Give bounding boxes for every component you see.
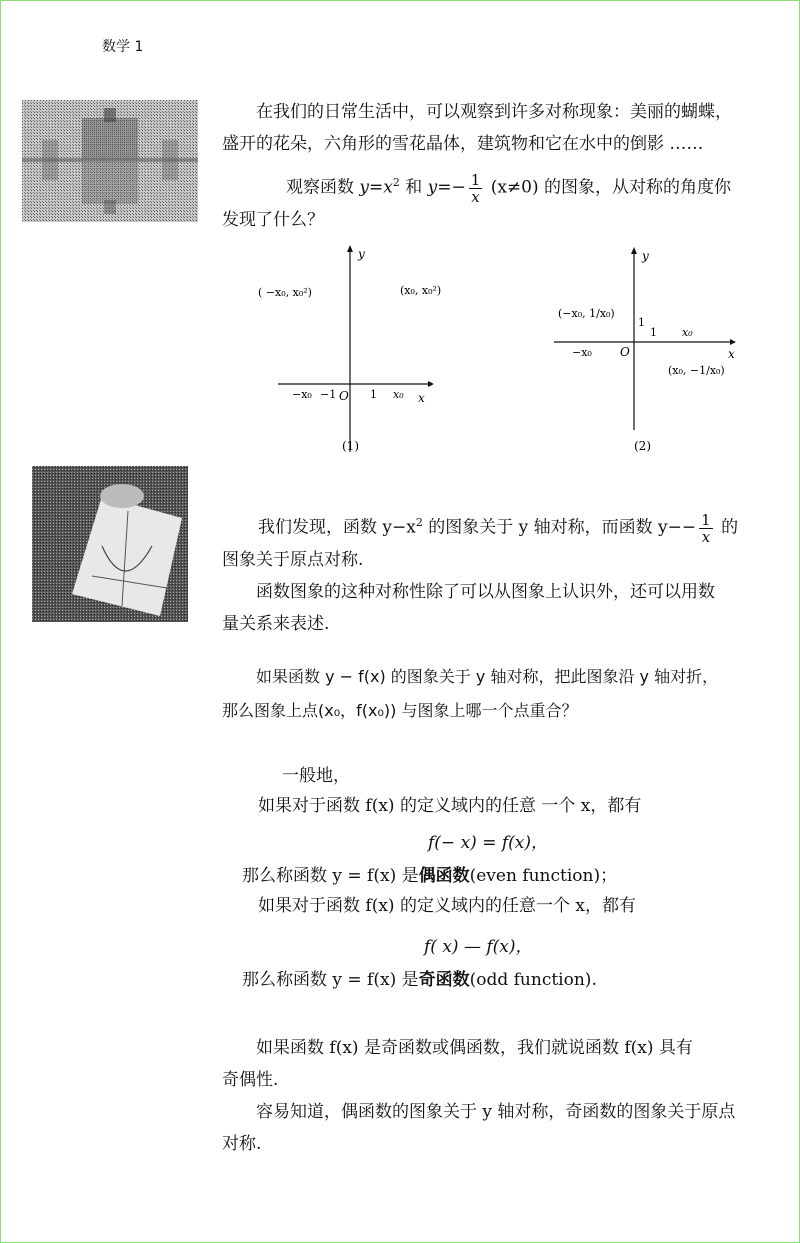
graph2-tick-x0: x₀ xyxy=(682,326,693,339)
graph2-point-upper: (−x₀, 1/x₀) xyxy=(558,307,615,320)
discovery-fraction xyxy=(699,512,713,545)
graph1-caption: (1) xyxy=(342,439,359,453)
even-term: 偶函数 xyxy=(418,866,470,886)
func2-fraction xyxy=(469,172,483,205)
odd-conclusion-b: (odd function). xyxy=(469,970,597,990)
graph2-y-label: y xyxy=(642,249,649,263)
observe-line xyxy=(286,164,786,207)
page-header: 数学 1 xyxy=(102,39,144,55)
discovery-line-2: 图象关于原点对称. xyxy=(222,550,364,570)
definition-odd-conclusion xyxy=(242,964,597,996)
func1-exp: 2 xyxy=(392,176,400,189)
graph1-tick-1: 1 xyxy=(370,388,377,401)
parity-line-2: 奇偶性. xyxy=(222,1070,279,1090)
graph2-tick-neg-x0: −x₀ xyxy=(572,346,592,359)
discovery-exp: 2 xyxy=(415,516,423,529)
func2-den: x xyxy=(471,187,480,206)
parity-paragraph xyxy=(222,1032,782,1160)
func2-num: 1 xyxy=(470,170,481,189)
intro-line-1: 在我们的日常生活中，可以观察到许多对称现象：美丽的蝴蝶， xyxy=(256,102,732,122)
even-conclusion-a: 那么称函数 y = f(x) 是 xyxy=(242,866,419,886)
building-reflection-photo xyxy=(22,100,198,222)
observe-text: 观察函数 xyxy=(286,177,360,198)
graph2-tick-1-x: 1 xyxy=(650,326,657,339)
graph1-point-left: ( −x₀, x₀²) xyxy=(258,286,312,299)
definition-odd-eq: f( x) — f(x)， xyxy=(424,937,533,957)
question-line-2: 那么图象上点(x₀，f(x₀)) 与图象上哪一个点重合？ xyxy=(222,701,578,720)
folded-graph-photo xyxy=(32,466,188,622)
graph2-tick-1-y: 1 xyxy=(638,316,645,329)
graph2-point-lower: (x₀, −1/x₀) xyxy=(668,364,725,377)
definition-general: 一般地， xyxy=(282,766,350,786)
intro-line-4: 发现了什么？ xyxy=(222,210,324,230)
definition-even-cond: 如果对于函数 f(x) 的定义域内的任意 一个 x，都有 xyxy=(258,796,642,816)
discovery-line-1 xyxy=(258,504,788,547)
graph-hyperbola xyxy=(550,240,750,455)
func2-lhs: y=− xyxy=(427,177,466,198)
graph-parabola xyxy=(250,240,450,455)
graph2-x-label: x xyxy=(728,347,735,361)
parity-line-3: 容易知道，偶函数的图象关于 y 轴对称，奇函数的图象关于原点 xyxy=(256,1102,736,1122)
graph1-x-label: x xyxy=(418,391,425,405)
definition-odd-cond: 如果对于函数 f(x) 的定义域内的任意一个 x，都有 xyxy=(258,896,636,916)
func2-cond: (x≠0) 的图象，从对称的角度你 xyxy=(485,177,732,198)
discovery-text-b: 的图象关于 y 轴对称，而函数 y−− xyxy=(422,517,697,538)
question-line-1: 如果函数 y − f(x) 的图象关于 y 轴对称，把此图象沿 y 轴对折， xyxy=(256,667,719,686)
graph1-tick-neg-1: −1 xyxy=(320,388,337,401)
odd-term: 奇函数 xyxy=(418,970,470,990)
even-conclusion-b: (even function)； xyxy=(469,866,618,886)
discovery-paragraph xyxy=(222,544,782,640)
parity-line-4: 对称. xyxy=(222,1134,262,1154)
discovery-line-4: 量关系来表述. xyxy=(222,614,330,634)
definition-even-conclusion xyxy=(242,860,617,892)
graph1-origin: O xyxy=(339,389,349,403)
question-paragraph xyxy=(222,660,782,728)
graph2-origin: O xyxy=(620,345,630,359)
odd-conclusion-a: 那么称函数 y = f(x) 是 xyxy=(242,970,419,990)
observe-and: 和 xyxy=(399,177,428,198)
func1: y=x xyxy=(359,177,393,198)
graph2-caption: (2) xyxy=(634,439,651,453)
definition-even-eq: f(− x) = f(x)， xyxy=(428,833,548,853)
discovery-text-a: 我们发现，函数 y−x xyxy=(258,517,416,538)
graph1-tick-x0: x₀ xyxy=(393,388,404,401)
graph1-tick-neg-x0: −x₀ xyxy=(292,388,312,401)
graph1-y-label: y xyxy=(358,247,365,261)
graph1-point-right: (x₀, x₀²) xyxy=(400,284,442,297)
parity-line-1: 如果函数 f(x) 是奇函数或偶函数，我们就说函数 f(x) 具有 xyxy=(256,1038,693,1058)
intro-line-2: 盛开的花朵，六角形的雪花晶体，建筑物和它在水中的倒影 …… xyxy=(222,134,704,154)
intro-paragraph xyxy=(222,96,782,160)
discovery-line-3: 函数图象的这种对称性除了可以从图象上认识外，还可以用数 xyxy=(256,582,715,602)
discovery-den: x xyxy=(701,527,711,546)
discovery-text-c: 的 xyxy=(715,517,739,538)
discovery-num: 1 xyxy=(701,510,711,529)
